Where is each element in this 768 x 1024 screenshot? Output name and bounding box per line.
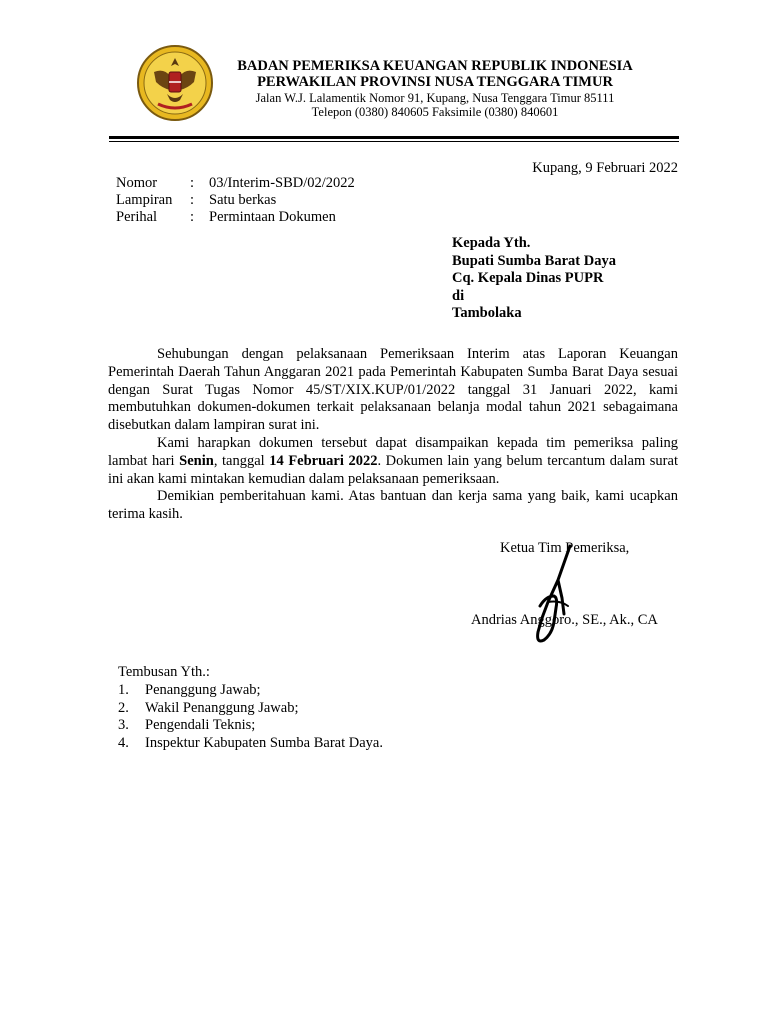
list-number: 1. [118, 681, 129, 698]
meta-key: Lampiran [116, 192, 173, 208]
office-address: Jalan W.J. Lalamentik Nomor 91, Kupang, Nusa Tenggara Timur 85111 [255, 91, 615, 105]
recipient-line: Bupati Sumba Barat Daya [452, 252, 616, 269]
letter-date: Kupang, 9 Februari 2022 [532, 160, 678, 176]
list-item [118, 682, 383, 700]
p2-text-c: . Dokumen lain yang belum tercantum dalam surat ini akan kami mintakan kemudian dalam pelaksanaan pemeriksaan. [108, 452, 678, 487]
letter-meta [116, 175, 355, 226]
recipient-line: Cq. Kepala Dinas PUPR [452, 270, 604, 286]
recipient-line: di [452, 287, 465, 304]
meta-value: 03/Interim-SBD/02/2022 [209, 175, 355, 191]
signatory-title: Ketua Tim Pemeriksa, [500, 540, 630, 556]
recipient-line: Kepada Yth. [452, 235, 531, 251]
signatory-name: Andrias Anggoro., SE., Ak., CA [471, 612, 658, 628]
meta-colon: : [190, 192, 195, 208]
meta-key: Perihal [116, 209, 158, 225]
cc-list [118, 664, 383, 753]
body-paragraph-1: Sehubungan dengan pelaksanaan Pemeriksaan Interim atas Laporan Keuangan Pemerintah Daerah Tahun Anggaran 2021 pada Pemerintah Kabupaten Sumba Barat Daya sesuai dengan Surat Tugas Nomor 45/ST/XIX.KUP/01/2022 tanggal 31 Januari 2022, kami membutuhkan dokumen-dokumen terkait pelaksanaan belanja modal tahun 2021 sebagaimana disebutkan dalam lampiran surat ini. [108, 346, 678, 434]
meta-colon: : [190, 175, 195, 191]
meta-key: Nomor [116, 175, 158, 191]
p2-text-a: Kami harapkan dokumen tersebut dapat disampaikan kepada tim pemeriksa paling lambat hari [108, 434, 678, 469]
meta-colon: : [190, 209, 195, 225]
letterhead-rule-thin [109, 141, 679, 142]
body-paragraph-3: Demikian pemberitahuan kami. Atas bantuan dan kerja sama yang baik, kami ucapkan terima kasih. [108, 488, 678, 523]
meta-row-perihal [116, 209, 355, 226]
p2-day: Senin [179, 452, 214, 469]
list-item [118, 717, 383, 735]
meta-value: Satu berkas [209, 192, 277, 208]
p2-deadline: 14 Februari 2022 [269, 452, 378, 469]
recipient-block [452, 235, 616, 323]
list-number: 3. [118, 717, 129, 734]
list-item [118, 735, 383, 753]
recipient-line: Tambolaka [452, 305, 522, 321]
list-text: Pengendali Teknis; [145, 717, 256, 734]
body-paragraph-2 [108, 435, 678, 488]
office-phone: Telepon (0380) 840605 Faksimile (0380) 840601 [311, 105, 559, 119]
institution-name: BADAN PEMERIKSA KEUANGAN REPUBLIK INDONESIA [237, 58, 633, 74]
list-number: 4. [118, 735, 129, 752]
letter-body [108, 346, 678, 524]
cc-heading: Tembusan Yth.: [118, 664, 210, 680]
handwritten-signature [518, 540, 578, 650]
meta-row-nomor [116, 175, 355, 192]
list-text: Penanggung Jawab; [145, 681, 261, 698]
bpk-emblem-logo [134, 42, 216, 124]
list-item [118, 700, 383, 718]
list-number: 2. [118, 699, 129, 716]
p2-text-b: , tanggal [213, 452, 270, 469]
office-name: PERWAKILAN PROVINSI NUSA TENGGARA TIMUR [257, 74, 613, 90]
meta-value: Permintaan Dokumen [209, 209, 336, 225]
list-text: Wakil Penanggung Jawab; [145, 699, 299, 716]
list-text: Inspektur Kabupaten Sumba Barat Daya. [145, 735, 383, 752]
meta-row-lampiran [116, 192, 355, 209]
letterhead-rule-thick [109, 136, 679, 139]
